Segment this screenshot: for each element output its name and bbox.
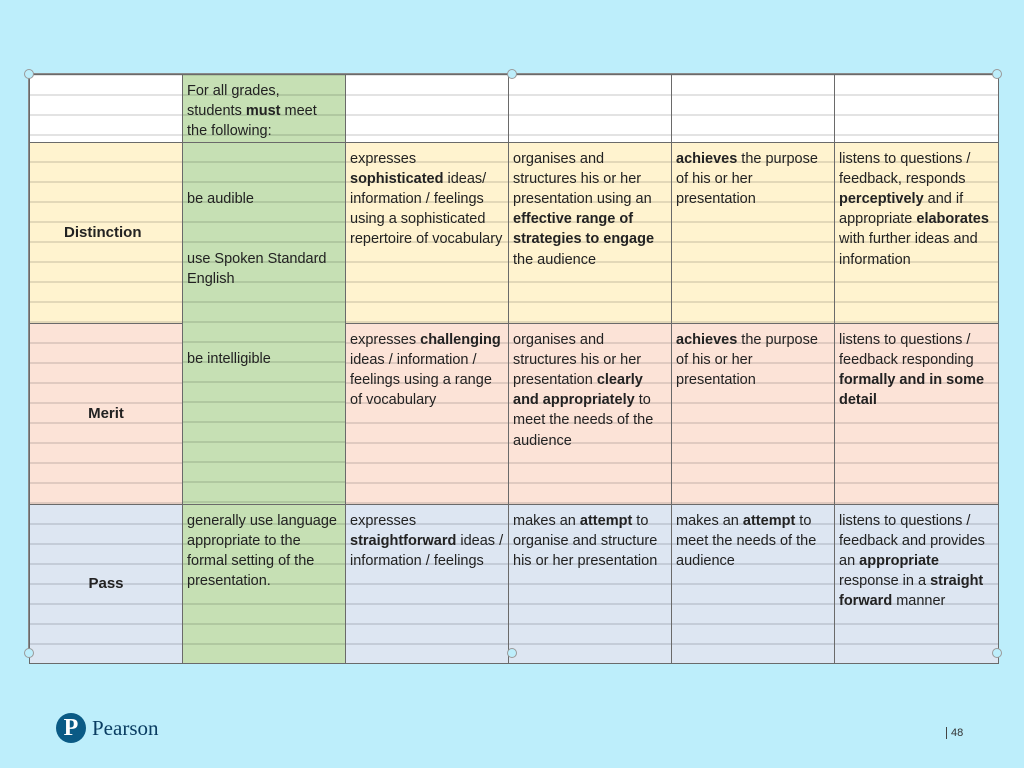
requirements-intro-must: must: [245, 103, 281, 120]
merit-questions-cell: listens to questions / feedback responding formally and in some detail: [835, 323, 999, 504]
requirement-language: generally use language appropriate to the formal setting of the presentation.: [187, 512, 337, 590]
distinction-purpose-cell: achieves the purpose of his or her presentation: [672, 142, 835, 323]
merit-structure-cell: organises and structures his or her presentation clearly and appropriately to meet the needs of the audience: [509, 323, 672, 504]
header-empty-cell: [835, 75, 999, 143]
pass-purpose-cell: makes an attempt to meet the needs of the audience: [672, 504, 835, 663]
pass-questions-cell: listens to questions / feedback and provides an appropriate response in a straight forward manner: [835, 504, 999, 663]
requirements-intro-line3: the following:: [187, 123, 272, 140]
resize-handle-top-left[interactable]: [24, 69, 34, 79]
grading-table-container: [28, 73, 997, 653]
distinction-questions-cell: listens to questions / feedback, responds perceptively and if appropriate elaborates with further ideas and information: [835, 142, 999, 323]
page-number: 48: [946, 727, 963, 739]
pearson-logo: [56, 713, 159, 743]
grade-label-pass: Pass: [30, 504, 183, 663]
resize-handle-bottom-left[interactable]: [24, 648, 34, 658]
resize-handle-bottom-right[interactable]: [992, 648, 1002, 658]
pearson-wordmark: Pearson: [92, 715, 159, 740]
requirements-intro-line2a: students: [187, 103, 246, 120]
resize-handle-bottom-middle[interactable]: [507, 648, 517, 658]
header-empty-cell: [30, 75, 183, 143]
pass-row: [30, 504, 999, 663]
resize-handle-top-right[interactable]: [992, 69, 1002, 79]
distinction-structure-cell: organises and structures his or her presentation using an effective range of strategies to engage the audience: [509, 142, 672, 323]
merit-purpose-cell: achieves the purpose of his or her presentation: [672, 323, 835, 504]
pass-structure-cell: makes an attempt to organise and structure his or her presentation: [509, 504, 672, 663]
merit-vocabulary-cell: expresses challenging ideas / information / feelings using a range of vocabulary: [346, 323, 509, 504]
header-row: [30, 75, 999, 143]
requirements-list-cell: [183, 142, 346, 504]
header-empty-cell: [672, 75, 835, 143]
merit-row: [30, 323, 999, 504]
requirement-language-cell: [183, 504, 346, 663]
requirement-audible: be audible: [187, 190, 254, 207]
resize-handle-top-middle[interactable]: [507, 69, 517, 79]
requirements-intro-line2b: meet: [280, 103, 317, 120]
requirements-intro-cell: [183, 75, 346, 143]
grade-label-merit: Merit: [30, 323, 183, 504]
requirement-intelligible: be intelligible: [187, 351, 271, 368]
distinction-vocabulary-cell: expresses sophisticated ideas/ information / feelings using a sophisticated repertoire of vocabulary: [346, 142, 509, 323]
grading-criteria-table: [29, 74, 999, 664]
pass-vocabulary-cell: expresses straightforward ideas / information / feelings: [346, 504, 509, 663]
requirement-standard-english: use Spoken Standard English: [187, 250, 327, 288]
distinction-row: [30, 142, 999, 323]
header-empty-cell: [509, 75, 672, 143]
requirements-intro-line1: For all grades,: [187, 83, 280, 99]
header-empty-cell: [346, 75, 509, 143]
pearson-p-icon: P: [56, 713, 86, 743]
grade-label-distinction: Distinction: [30, 142, 183, 323]
